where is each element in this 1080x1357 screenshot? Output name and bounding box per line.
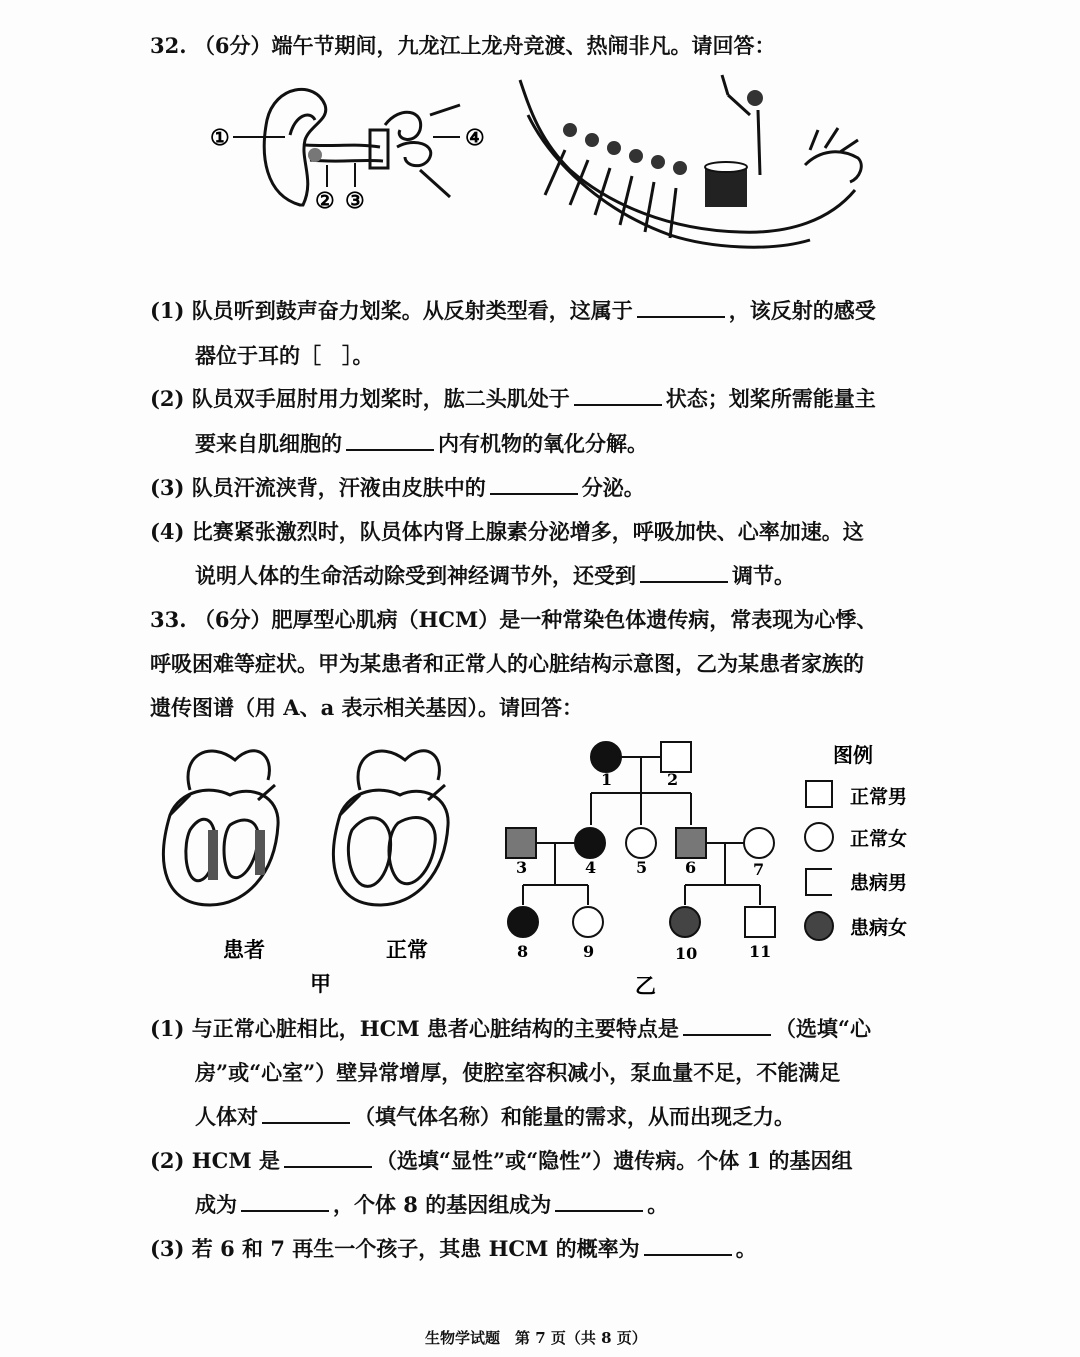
q33-intro-line1: 33. （6分）肥厚型心肌病（HCM）是一种常染色体遗传病，常表现为心悸、 xyxy=(150,607,878,632)
pedigree-number-11: 11 xyxy=(749,942,772,961)
ear-label-3: ③ xyxy=(345,188,365,214)
legend-title: 图例 xyxy=(833,743,873,767)
pedigree-individual-2 xyxy=(661,742,691,772)
q33-sub1-line2: 房”或“心室”）壁异常增厚，使腔室容积减小，泵血量不足，不能满足 xyxy=(195,1060,841,1085)
page-footer: 生物学试题 第 7 页（共 8 页） xyxy=(425,1329,647,1347)
q32-sub1-blank[interactable] xyxy=(637,296,725,318)
pedigree-individual-6 xyxy=(676,828,706,858)
pedigree-individual-4 xyxy=(575,828,605,858)
pedigree-individual-1 xyxy=(591,742,621,772)
q33-sub2-blank1[interactable] xyxy=(284,1146,372,1168)
q32-sub4-blank[interactable] xyxy=(640,561,728,583)
q32-sub4-line2: 说明人体的生命活动除受到神经调节外，还受到 调节。 xyxy=(195,563,795,588)
q32-heading: 32. （6分）端午节期间，九龙江上龙舟竞渡、热闹非凡。请回答： xyxy=(150,33,776,58)
q33-intro-line3: 遗传图谱（用 A、a 表示相关基因）。请回答： xyxy=(150,695,584,720)
pedigree-number-4: 4 xyxy=(585,858,597,877)
legend-normal-male: 正常男 xyxy=(850,786,908,808)
pedigree-number-6: 6 xyxy=(685,858,697,877)
pedigree-individual-8 xyxy=(508,907,538,937)
pedigree-number-7: 7 xyxy=(753,860,765,879)
heart-diagrams xyxy=(150,735,450,1005)
dragon-boat-illustration xyxy=(510,70,870,255)
legend-affected-male-symbol xyxy=(806,869,832,895)
ear-diagram xyxy=(205,75,495,225)
ear-label-4: ④ xyxy=(465,125,485,151)
q33-sub2-blank3[interactable] xyxy=(555,1190,643,1212)
q32-sub4-line1: (4) 比赛紧张激烈时，队员体内肾上腺素分泌增多，呼吸加快、心率加速。这 xyxy=(150,519,864,544)
pedigree-number-2: 2 xyxy=(667,770,679,789)
pedigree-number-9: 9 xyxy=(583,942,595,961)
q33-sub2-line2: 成为 ，个体 8 的基因组成为 。 xyxy=(195,1192,669,1217)
figure-jia-caption: 甲 xyxy=(310,971,331,996)
q33-sub1-blank1[interactable] xyxy=(683,1014,771,1036)
pedigree-number-5: 5 xyxy=(636,858,648,877)
q33-sub1-line1: (1) 与正常心脏相比，HCM 患者心脏结构的主要特点是 （选填“心 xyxy=(150,1016,871,1041)
q33-sub3: (3) 若 6 和 7 再生一个孩子，其患 HCM 的概率为 。 xyxy=(150,1236,757,1261)
pedigree-individual-5 xyxy=(626,828,656,858)
q33-sub1-line3: 人体对 （填气体名称）和能量的需求，从而出现乏力。 xyxy=(195,1104,795,1129)
ear-label-1: ① xyxy=(210,125,230,151)
q32-sub3: (3) 队员汗流浃背，汗液由皮肤中的 分泌。 xyxy=(150,475,645,500)
pedigree-individual-10 xyxy=(670,907,700,937)
q32-sub2-blank1[interactable] xyxy=(574,384,662,406)
legend-normal-female-symbol xyxy=(805,823,833,851)
q33-sub2-line1: (2) HCM 是 （选填“显性”或“隐性”）遗传病。个体 1 的基因组 xyxy=(150,1148,853,1173)
pedigree-chart xyxy=(495,735,795,1000)
legend-affected-female-symbol xyxy=(805,912,833,940)
pedigree-individual-11 xyxy=(745,907,775,937)
legend-affected-female: 患病女 xyxy=(850,917,908,939)
pedigree-legend xyxy=(800,738,930,948)
q33-sub1-blank2[interactable] xyxy=(262,1102,350,1124)
heart-patient-drawing xyxy=(163,751,278,905)
pedigree-individual-7 xyxy=(744,828,774,858)
legend-normal-female: 正常女 xyxy=(850,828,908,850)
q32-sub2-line2: 要来自肌细胞的 内有机物的氧化分解。 xyxy=(195,431,648,456)
heart-normal-label: 正常 xyxy=(386,937,428,962)
pedigree-individual-3 xyxy=(506,828,536,858)
pedigree-number-1: 1 xyxy=(601,770,613,789)
figure-yi-caption: 乙 xyxy=(635,973,656,998)
legend-affected-male: 患病男 xyxy=(850,872,908,894)
q32-sub1-line2: 器位于耳的［ ］。 xyxy=(195,343,374,368)
pedigree-individual-9 xyxy=(573,907,603,937)
q32-sub1-line1: (1) 队员听到鼓声奋力划桨。从反射类型看，这属于 ，该反射的感受 xyxy=(150,298,876,323)
pedigree-number-3: 3 xyxy=(516,858,528,877)
legend-normal-male-symbol xyxy=(806,781,832,807)
q32-sub2-blank2[interactable] xyxy=(346,429,434,451)
pedigree-number-10: 10 xyxy=(675,944,698,963)
q32-sub3-blank[interactable] xyxy=(490,473,578,495)
q33-intro-line2: 呼吸困难等症状。甲为某患者和正常人的心脏结构示意图，乙为某患者家族的 xyxy=(150,651,864,676)
heart-patient-label: 患者 xyxy=(223,937,265,962)
heart-normal-drawing xyxy=(333,751,448,905)
pedigree-number-8: 8 xyxy=(517,942,529,961)
q33-sub3-blank[interactable] xyxy=(644,1234,732,1256)
ear-label-2: ② xyxy=(315,188,335,214)
q32-sub2-line1: (2) 队员双手屈肘用力划桨时，肱二头肌处于 状态；划桨所需能量主 xyxy=(150,386,876,411)
q33-sub2-blank2[interactable] xyxy=(241,1190,329,1212)
